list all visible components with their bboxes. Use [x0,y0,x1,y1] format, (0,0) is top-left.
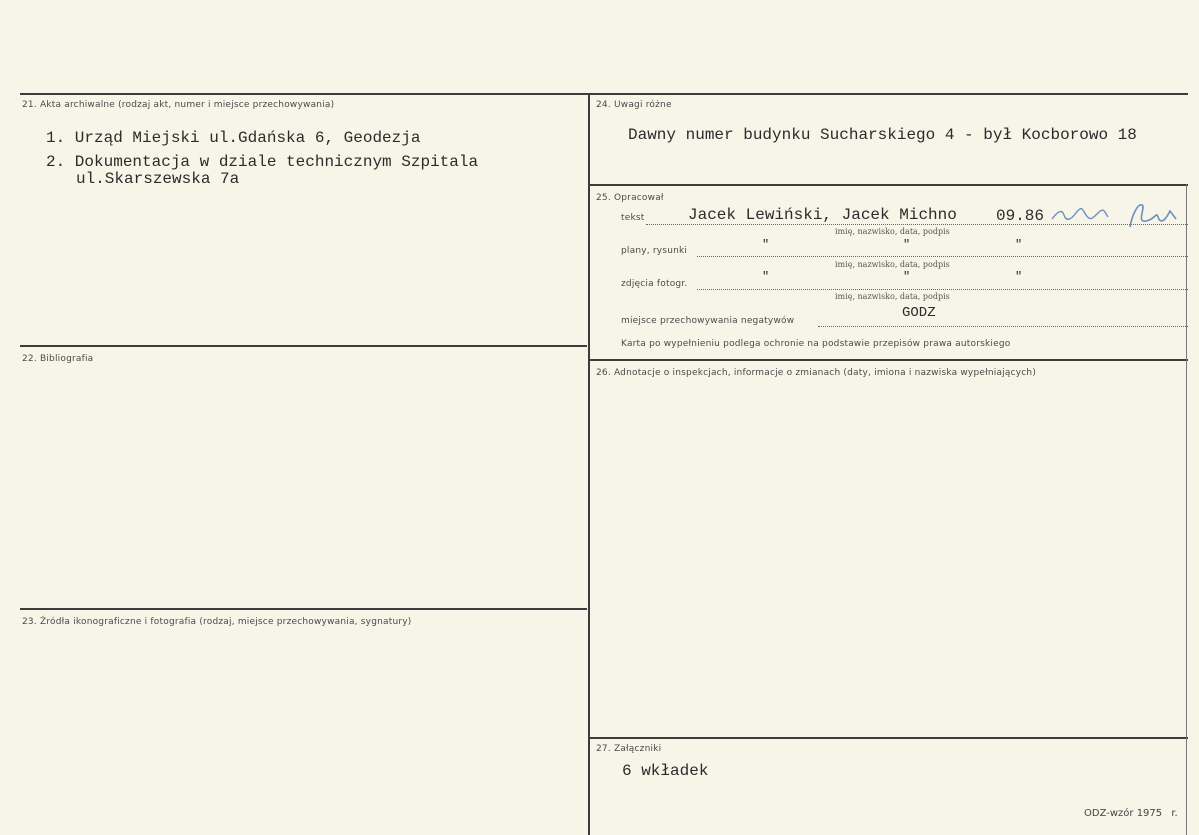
form-suffix: r. [1171,808,1178,819]
rule-26-27 [590,737,1188,739]
plany-ditto-3: " [1015,238,1023,252]
rule-25-26 [590,359,1188,361]
tekst-value: Jacek Lewiński, Jacek Michno [688,206,957,224]
zdjecia-label: zdjęcia fotogr. [621,279,688,289]
center-divider [588,93,590,835]
tekst-date: 09.86 [996,207,1045,225]
section-23-label: 23. Źródła ikonograficzne i fotografia (rodzaj, miejsce przechowywania, sygnatury) [22,617,412,627]
tekst-caption: imię, nazwisko, data, podpis [835,227,950,236]
top-rule [20,93,1188,95]
section-24-text: Dawny numer budynku Sucharskiego 4 - był Kocborowo 18 [628,126,1137,144]
section-21-label: 21. Akta archiwalne (rodzaj akt, numer i miejsce przechowywania) [22,100,335,110]
signature-mark [1046,197,1182,233]
negatywy-label: miejsce przechowywania negatywów [621,316,795,326]
zdjecia-caption: imię, nazwisko, data, podpis [835,292,950,301]
section-25-label: 25. Opracował [596,193,664,203]
section-24-label: 24. Uwagi różne [596,100,672,110]
tekst-label: tekst [621,213,645,223]
section-27-label: 27. Załączniki [596,744,662,754]
section-21-line-3: ul.Skarszewska 7a [76,170,240,188]
rule-21-22 [20,345,587,347]
plany-dotted-line [697,256,1188,257]
zdjecia-ditto-1: " [762,270,770,284]
rule-22-23 [20,608,587,610]
form-footer [1084,808,1178,819]
form-code: ODZ-wzór 1975 [1084,808,1163,819]
copyright-note: Karta po wypełnieniu podlega ochronie na podstawie przepisów prawa autorskiego [621,339,1011,349]
section-21-line-1: 1. Urząd Miejski ul.Gdańska 6, Geodezja [46,129,421,147]
plany-label: plany, rysunki [621,246,688,256]
negatywy-dotted-line [818,326,1188,327]
section-26-label: 26. Adnotacje o inspekcjach, informacje o zmianach (daty, imiona i nazwiska wypełniających) [596,368,1037,378]
plany-ditto-1: " [762,238,770,252]
section-22-label: 22. Bibliografia [22,354,94,364]
zdjecia-dotted-line [697,289,1188,290]
right-border [1186,184,1187,835]
plany-caption: imię, nazwisko, data, podpis [835,260,950,269]
section-21-line-2: 2. Dokumentacja w dziale technicznym Szpitala [46,153,479,171]
zdjecia-ditto-3: " [1015,270,1023,284]
section-27-value: 6 wkładek [622,762,709,780]
negatywy-value: GODZ [902,305,936,321]
rule-24-25 [590,184,1188,186]
zdjecia-ditto-2: " [903,270,911,284]
plany-ditto-2: " [903,238,911,252]
